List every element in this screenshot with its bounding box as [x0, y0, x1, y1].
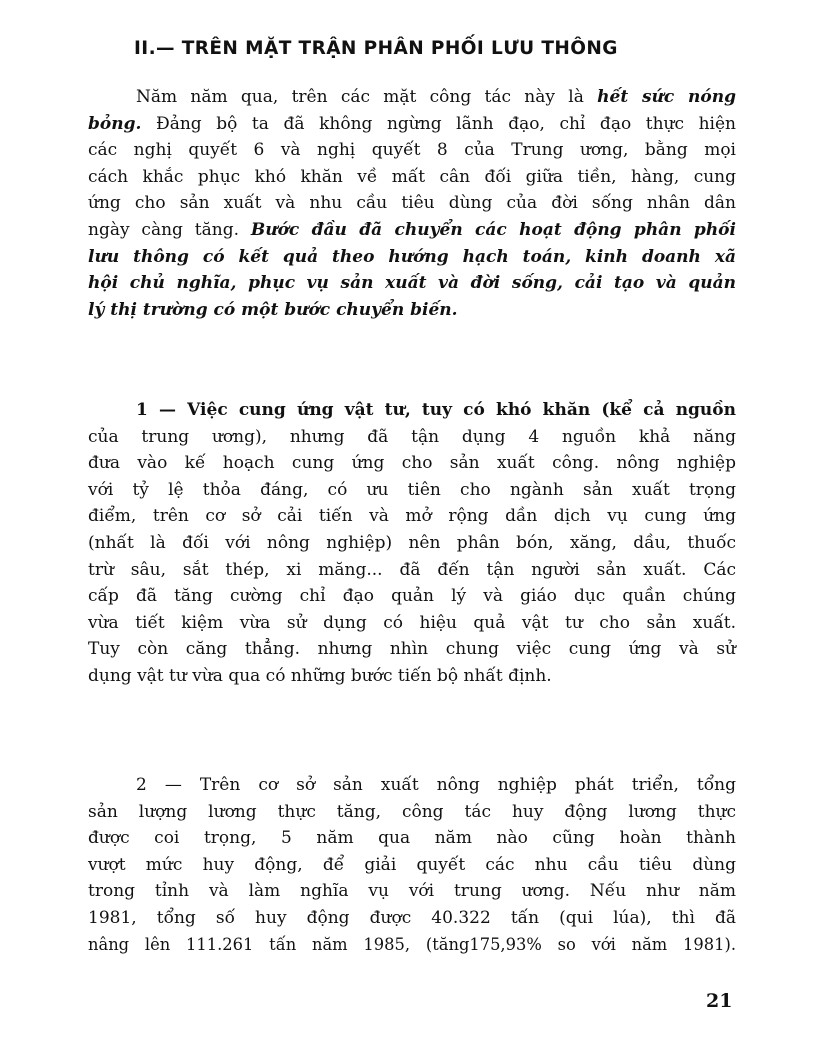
- intro-paragraph: [88, 84, 736, 323]
- paragraph-line: lý thị trường có một bước chuyển biến.: [88, 299, 458, 320]
- section-heading: II.— TRÊN MẶT TRẬN PHÂN PHỐI LƯU THÔNG: [134, 38, 618, 59]
- paragraph-line: Tuy còn căng thẳng. nhưng nhìn chung việc cung ứng và sử: [88, 639, 736, 660]
- text-run: ngày càng tăng.: [88, 219, 251, 240]
- paragraph-line: [88, 84, 736, 111]
- paragraph-line: (nhất là đối với nông nghiệp) nên phân bón, xăng, dầu, thuốc: [88, 532, 736, 553]
- paragraph-line: [88, 111, 736, 138]
- paragraph-line: sản lượng lương thực tăng, công tác huy động lương thực: [88, 801, 736, 822]
- emphasis-text: bỏng.: [88, 113, 142, 134]
- paragraph-line: vượt mức huy động, để giải quyết các nhu cầu tiêu dùng: [88, 854, 736, 875]
- paragraph-line: của trung ương), nhưng đã tận dụng 4 nguồn khả năng: [88, 426, 736, 447]
- paragraph-line: được coi trọng, 5 năm qua năm nào cũng hoàn thành: [88, 828, 736, 849]
- section-2-paragraph: [88, 772, 736, 958]
- paragraph-line: [88, 217, 736, 244]
- paragraph-line: dụng vật tư vừa qua có những bước tiến bộ nhất định.: [88, 665, 552, 686]
- paragraph-line: 1 — Việc cung ứng vật tư, tuy có khó khăn (kể cả nguồn: [136, 400, 736, 420]
- paragraph-line: cấp đã tăng cường chỉ đạo quản lý và giáo dục quần chúng: [88, 586, 736, 607]
- paragraph-line: vừa tiết kiệm vừa sử dụng có hiệu quả vật tư cho sản xuất.: [88, 612, 736, 633]
- paragraph-line: các nghị quyết 6 và nghị quyết 8 của Trung ương, bằng mọi: [88, 140, 736, 161]
- paragraph-line: cách khắc phục khó khăn về mất cân đối giữa tiền, hàng, cung: [88, 166, 736, 187]
- paragraph-line: 1981, tổng số huy động được 40.322 tấn (qui lúa), thì đã: [88, 907, 736, 928]
- paragraph-line: trong tỉnh và làm nghĩa vụ với trung ương. Nếu như năm: [88, 881, 736, 902]
- paragraph-line: đưa vào kế hoạch cung ứng cho sản xuất công. nông nghiệp: [88, 453, 736, 474]
- page-number: 21: [706, 990, 733, 1012]
- text-run: Đảng bộ ta đã không ngừng lãnh đạo, chỉ đạo thực hiện: [141, 113, 736, 134]
- emphasis-text: hết sức nóng: [597, 87, 736, 107]
- text-run: Năm năm qua, trên các mặt công tác này là: [136, 87, 598, 107]
- paragraph-line: điểm, trên cơ sở cải tiến và mở rộng dần dịch vụ cung ứng: [88, 506, 736, 527]
- paragraph-line: lưu thông có kết quả theo hướng hạch toán, kinh doanh xã: [88, 246, 736, 267]
- paragraph-line: trừ sâu, sắt thép, xi măng... đã đến tận người sản xuất. Các: [88, 559, 736, 580]
- paragraph-line: nâng lên 111.261 tấn năm 1985, (tăng175,93% so với năm 1981).: [88, 934, 736, 954]
- paragraph-line: hội chủ nghĩa, phục vụ sản xuất và đời sống, cải tạo và quản: [88, 273, 736, 294]
- paragraph-line: 2 — Trên cơ sở sản xuất nông nghiệp phát triển, tổng: [136, 775, 736, 795]
- emphasis-text: Bước đầu đã chuyển các hoạt động phân phối: [250, 219, 736, 240]
- section-1-paragraph: [88, 397, 736, 690]
- paragraph-line: ứng cho sản xuất và nhu cầu tiêu dùng của đời sống nhân dân: [88, 193, 736, 214]
- paragraph-line: với tỷ lệ thỏa đáng, có ưu tiên cho ngành sản xuất trọng: [88, 479, 736, 500]
